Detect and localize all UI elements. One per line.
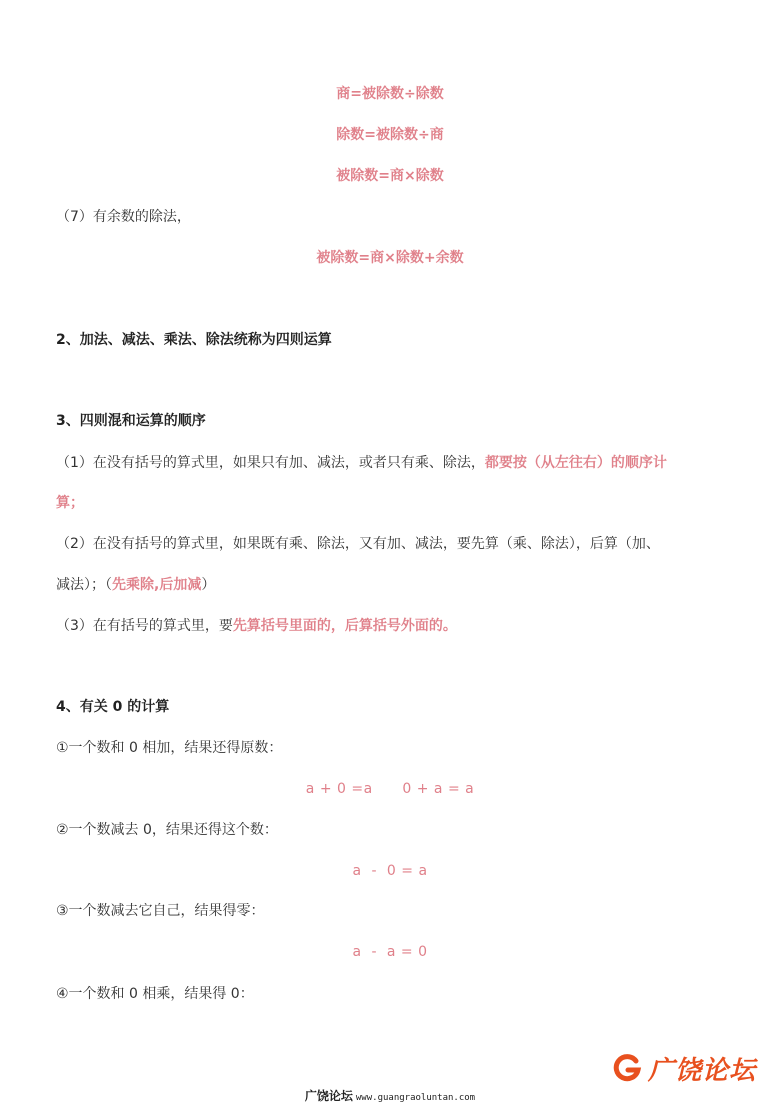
para2-end: ） <box>201 577 216 593</box>
rule2-formula: a - 0 = a <box>352 863 428 879</box>
formula-quotient: 商=被除数÷除数 <box>336 86 444 102</box>
para3-highlight: 先算括号里面的，后算括号外面的。 <box>232 618 457 634</box>
section3-para1-line2: 算； <box>56 495 84 511</box>
rule2-text: ②一个数减去 0，结果还得这个数： <box>56 822 278 838</box>
item7-label: （7）有余数的除法， <box>56 209 191 225</box>
rule3-text: ③一个数减去它自己，结果得零： <box>56 903 265 919</box>
logo-g-icon <box>612 1053 642 1083</box>
section3-para3 <box>56 616 457 636</box>
section3-para2-line1: （2）在没有括号的算式里，如果既有乘、除法，又有加、减法，要先算（乘、除法），后算（加、 <box>56 536 660 552</box>
footer-brand: 广饶论坛 <box>304 1089 353 1103</box>
section3-title: 3、四则混和运算的顺序 <box>56 413 206 429</box>
site-logo <box>612 1046 772 1090</box>
formula-dividend: 被除数=商×除数 <box>336 168 444 184</box>
logo-text: 广饶论坛 <box>648 1055 757 1086</box>
para1-text: （1）在没有括号的算式里，如果只有加、减法，或者只有乘、除法， <box>56 455 485 471</box>
section3-para1-line1 <box>56 453 667 473</box>
rule1-formula: a + 0 =a 0 + a = a <box>305 781 475 797</box>
para3-text: （3）在有括号的算式里，要 <box>56 618 233 634</box>
para2-text: 减法）；（ <box>56 577 112 593</box>
para1-highlight: 都要按（从左往右）的顺序计 <box>484 455 667 471</box>
section2-title: 2、加法、减法、乘法、除法统称为四则运算 <box>56 332 332 348</box>
section3-para2-line2 <box>56 575 215 595</box>
footer-url[interactable]: www.guangraoluntan.com <box>355 1093 476 1103</box>
formula-divisor: 除数=被除数÷商 <box>336 127 444 143</box>
rule4-text: ④一个数和 0 相乘，结果得 0： <box>56 986 254 1002</box>
formula-remainder: 被除数=商×除数+余数 <box>316 250 464 266</box>
rule1-text: ①一个数和 0 相加，结果还得原数： <box>56 740 283 756</box>
para2-highlight: 先乘除,后加减 <box>112 577 202 593</box>
page-footer <box>0 1087 780 1104</box>
rule3-formula: a - a = 0 <box>352 944 428 960</box>
section4-title: 4、有关 0 的计算 <box>56 699 170 715</box>
